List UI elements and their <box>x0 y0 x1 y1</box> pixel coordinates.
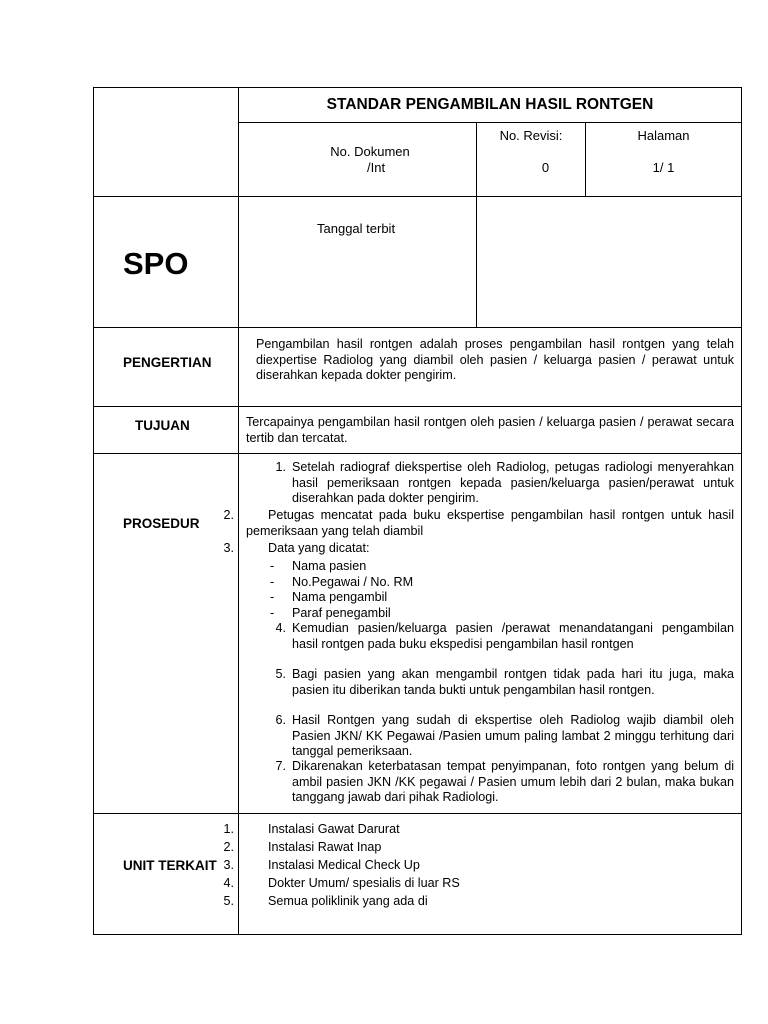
unit-item-number: 1. <box>223 822 234 836</box>
step-2-number: 2. <box>223 508 234 522</box>
unit-item-text: Semua poliklinik yang ada di <box>268 894 428 908</box>
unit-item-number: 3. <box>223 858 234 872</box>
unit-item-number: 2. <box>223 840 234 854</box>
table-border-left <box>93 87 94 935</box>
unit-terkait-label: UNIT TERKAIT <box>123 858 217 873</box>
step-2-text: Petugas mencatat pada buku ekspertise pengambilan hasil rontgen untuk hasil pemeriksaan yang telah diambil <box>246 508 734 538</box>
spo-label: SPO <box>123 246 189 281</box>
step-3-number: 3. <box>223 541 234 555</box>
step-1-text: Setelah radiograf diekspertise oleh Radiolog, petugas radiologi menyerahkan hasil pemeriksaan rontgen kepada pasien/keluarga pasien/perawat untuk diserahkan pada dokter pengirim. <box>292 460 734 506</box>
step-3-text: Data yang dicatat: <box>268 541 370 555</box>
step-4-number: 4. <box>275 621 286 635</box>
unit-item-text: Dokter Umum/ spesialis di luar RS <box>268 876 460 890</box>
step-5-number: 5. <box>275 667 286 681</box>
page-label: Halaman <box>637 128 690 143</box>
unit-item-text: Instalasi Rawat Inap <box>268 840 382 854</box>
data-item-dash: - <box>270 606 275 620</box>
spo-row-divider <box>93 327 742 328</box>
data-item-dash: - <box>270 559 275 573</box>
step-7-text: Dikarenakan keterbatasan tempat penyimpanan, foto rontgen yang belum di ambil pasien JKN /KK pegawai / Pasien umum lebih dari 2 bulan, maka bukan tanggang jawab dari pihak Radiologi. <box>292 759 734 805</box>
unit-item-text: Instalasi Gawat Darurat <box>268 822 400 836</box>
prosedur-label: PROSEDUR <box>123 516 200 531</box>
issue-date-label: Tanggal terbit <box>317 221 396 236</box>
tujuan-row-divider <box>93 453 742 454</box>
document-number-value: /Int <box>367 160 386 175</box>
pengertian-label: PENGERTIAN <box>123 355 212 370</box>
table-border-right <box>741 87 742 935</box>
data-item-text: Paraf penegambil <box>292 606 391 620</box>
revision-column-divider <box>476 122 477 328</box>
data-item-dash: - <box>270 575 275 589</box>
prosedur-row-divider <box>93 813 742 814</box>
document-title: STANDAR PENGAMBILAN HASIL RONTGEN <box>326 96 654 113</box>
step-4-text: Kemudian pasien/keluarga pasien /perawat menandatangani pengambilan hasil rontgen pada buku ekspedisi pengambilan hasil rontgen <box>292 621 734 651</box>
table-border-bottom <box>93 934 742 935</box>
data-item-text: Nama pasien <box>292 559 367 573</box>
page-value: 1/ 1 <box>652 160 675 175</box>
document-number-label: No. Dokumen <box>330 144 410 159</box>
header-title-divider <box>238 122 742 123</box>
pengertian-row-divider <box>93 406 742 407</box>
unit-item-text: Instalasi Medical Check Up <box>268 858 420 872</box>
step-1-number: 1. <box>275 460 286 474</box>
step-7-number: 7. <box>275 759 286 773</box>
unit-item-number: 5. <box>223 894 234 908</box>
step-5-text: Bagi pasien yang akan mengambil rontgen tidak pada hari itu juga, maka pasien itu diberikan tanda bukti untuk pengambilan hasil rontgen. <box>292 667 734 697</box>
unit-item-number: 4. <box>223 876 234 890</box>
revision-label: No. Revisi: <box>499 128 563 143</box>
data-item-text: Nama pengambil <box>292 590 388 604</box>
header-row-divider <box>93 196 742 197</box>
data-item-dash: - <box>270 590 275 604</box>
tujuan-text: Tercapainya pengambilan hasil rontgen oleh pasien / keluarga pasien / perawat secara tertib dan tercatat. <box>246 415 734 445</box>
step-6-number: 6. <box>275 713 286 727</box>
revision-value: 0 <box>541 160 550 175</box>
label-column-divider <box>238 87 239 935</box>
data-item-text: No.Pegawai / No. RM <box>292 575 414 589</box>
step-6-text: Hasil Rontgen yang sudah di ekspertise oleh Radiolog wajib diambil oleh Pasien JKN/ KK Pegawai /Pasien umum paling lambat 2 minggu terhitung dari tanggal pemeriksaan. <box>292 713 734 759</box>
pengertian-text: Pengambilan hasil rontgen adalah proses pengambilan hasil rontgen yang telah diexpertise Radiolog yang diambil oleh pasien / keluarga pasien / perawat untuk diserahkan kepada dokter pengirim. <box>256 337 734 383</box>
table-border-top <box>93 87 742 88</box>
tujuan-label: TUJUAN <box>135 418 190 433</box>
